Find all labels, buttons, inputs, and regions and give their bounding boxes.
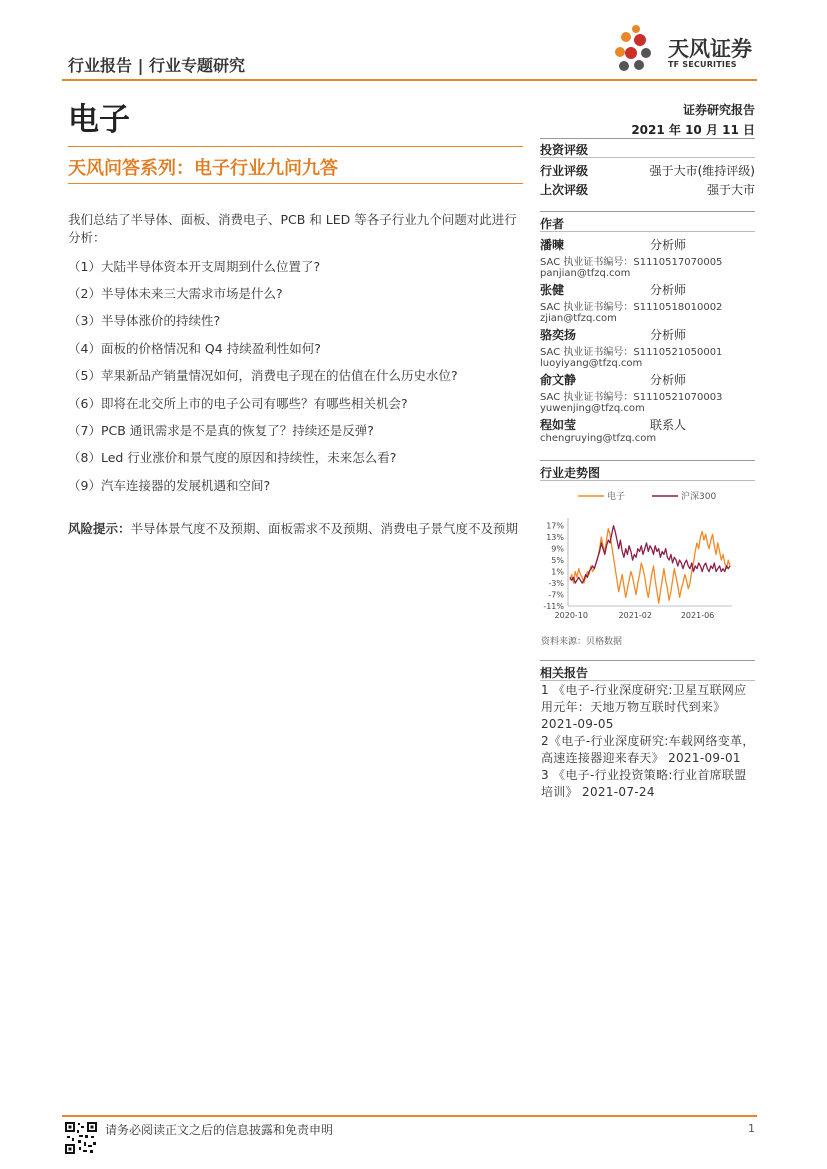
prev-rating-row [540,181,755,198]
question-item: （8）Led 行业涨价和景气度的原因和持续性，未来怎么看? [68,450,397,465]
authors-heading: 作者 [540,217,565,231]
question-item: （2）半导体未来三大需求市场是什么? [68,286,283,301]
risk-text: 半导体景气度不及预期、面板需求不及预期、消费电子景气度不及预期 [130,521,519,536]
legend-label: 电子 [607,492,626,502]
question-item: （5）苹果新品产销量情况如何，消费电子现在的估值在什么历史水位? [68,368,458,383]
prev-rating-label: 上次评级 [540,183,589,197]
trend-heading: 行业走势图 [540,466,601,480]
author-entry [540,371,755,414]
industry-rating-label: 行业评级 [540,164,589,178]
x-tick-label: 2021-06 [680,611,715,620]
title-rule-bottom [68,183,523,184]
disclaimer-text[interactable]: 请务必阅读正文之后的信息披露和免责申明 [105,1123,334,1137]
author-entry [540,236,755,279]
divider [540,460,755,461]
divider [540,480,755,481]
report-category: 行业报告 | 行业专题研究 [68,56,245,75]
report-title: 天风问答系列：电子行业九问九答 [68,158,338,179]
question-item: （1）大陆半导体资本开支周期到什么位置了? [68,259,321,274]
y-tick-label: 17% [546,521,564,531]
author-role: 分析师 [650,238,687,252]
related-report-item[interactable]: 3 《电子-行业投资策略:行业首席联盟培训》 2021-07-24 [541,768,747,799]
x-tick-label: 2020-10 [554,611,588,620]
divider [540,231,755,232]
header-rule [62,79,757,81]
author-entry [540,416,755,444]
industry-rating-row [540,162,755,179]
author-license: SAC 执业证书编号：S1110521050001 [540,347,723,358]
related-report-item[interactable]: 2《电子-行业深度研究:车载网络变革，高速连接器迎来春天》 2021-09-01 [541,734,755,765]
author-license: SAC 执业证书编号：S1110521070003 [540,392,723,403]
author-license: SAC 执业证书编号：S1110517070005 [540,257,723,268]
author-name: 程如莹 [540,418,577,432]
y-tick-label: -11% [543,602,564,611]
rating-heading: 投资评级 [540,143,589,157]
author-entry [540,281,755,324]
trend-chart [540,484,740,624]
author-name: 潘暕 [540,238,565,252]
author-entry [540,326,755,369]
risk-label: 风险提示： [68,521,131,536]
y-tick-label: 5% [551,556,564,566]
logo-text-en: TF SECURITIES [668,60,737,69]
related-report-item[interactable]: 1 《电子-行业深度研究:卫星互联网应用元年：天地万物互联时代到来》 2021-09-05 [541,683,747,731]
question-item: （4）面板的价格情况和 Q4 持续盈利性如何? [68,341,321,356]
author-email[interactable]: zjian@tfzq.com [540,313,617,324]
y-tick-label: 9% [551,544,564,554]
divider [540,211,755,212]
divider [540,680,755,681]
industry-rating-value: 强于大市(维持评级) [649,164,755,178]
author-name: 张健 [540,283,565,297]
y-tick-label: 13% [546,533,564,543]
author-role: 分析师 [650,373,687,387]
qr-code-icon [64,1121,98,1155]
author-role: 分析师 [650,283,687,297]
page-number: 1 [748,1122,755,1135]
footer-rule [62,1115,757,1117]
y-tick-label: -7% [548,590,564,600]
report-type: 证券研究报告 [682,103,755,117]
question-item: （7）PCB 通讯需求是不是真的恢复了？持续还是反弹? [68,423,374,438]
related-heading: 相关报告 [540,666,589,680]
legend-label: 沪深300 [681,492,717,502]
title-rule-top [68,146,523,147]
divider [540,157,755,158]
author-email[interactable]: yuwenjing@tfzq.com [540,403,645,414]
logo-text-cn: 天风证券 [668,37,752,61]
author-role: 联系人 [650,418,687,432]
author-email[interactable]: chengruying@tfzq.com [540,433,657,444]
divider [540,660,755,661]
author-role: 分析师 [650,328,687,342]
chart-source: 资料来源：贝格数据 [541,637,623,647]
author-license: SAC 执业证书编号：S1110518010002 [540,302,723,313]
question-item: （9）汽车连接器的发展机遇和空间? [68,478,271,493]
author-name: 骆奕扬 [540,328,577,342]
y-tick-label: 1% [551,567,564,577]
intro-paragraph: 我们总结了半导体、面板、消费电子、PCB 和 LED 等各子行业九个问题对此进行分析： [68,212,517,245]
question-item: （6）即将在北交所上市的电子公司有哪些？有哪些相关机会? [68,396,408,411]
industry-name: 电子 [68,102,130,138]
report-date: 2021 年 10 月 11 日 [631,123,755,137]
author-name: 俞文静 [540,373,577,387]
x-tick-label: 2021-02 [618,611,652,620]
risk-warning [68,520,524,538]
author-email[interactable]: panjian@tfzq.com [540,268,631,279]
author-email[interactable]: luoyiyang@tfzq.com [540,358,643,369]
question-item: （3）半导体涨价的持续性? [68,313,221,328]
divider [540,138,755,139]
y-tick-label: -3% [548,579,564,589]
prev-rating-value: 强于大市 [706,183,755,197]
